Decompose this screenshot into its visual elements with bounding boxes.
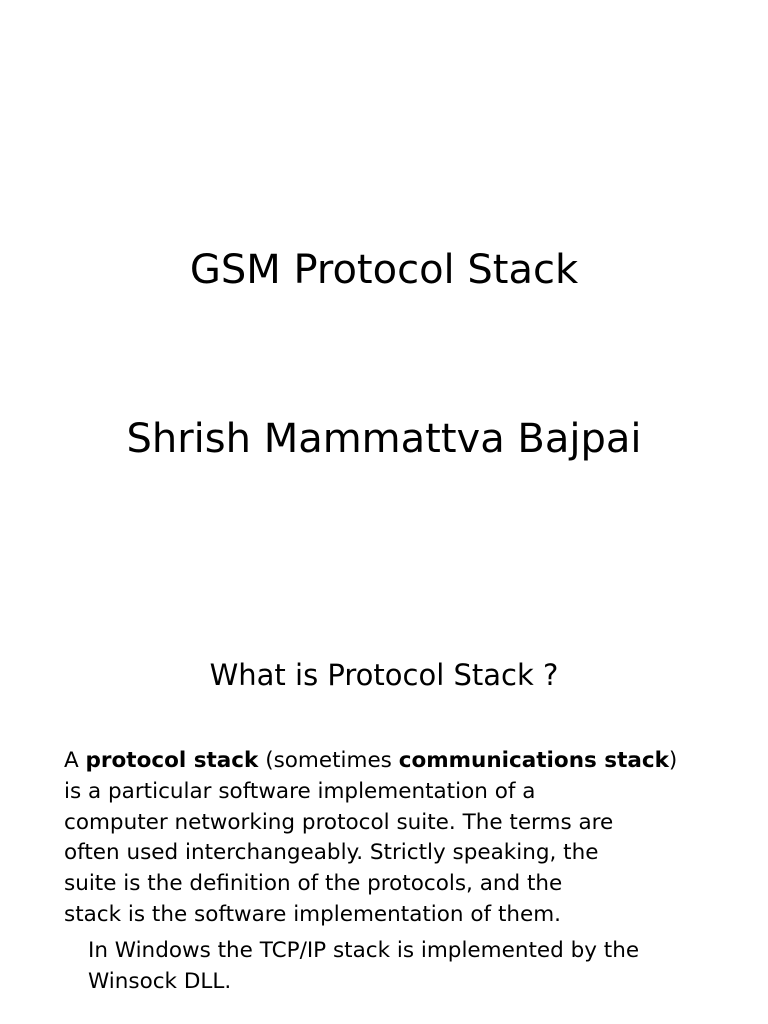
closing-paren: ) bbox=[668, 748, 678, 773]
section-heading: What is Protocol Stack ? bbox=[209, 658, 559, 692]
windows-paragraph bbox=[88, 936, 720, 998]
definition-line: suite is the definition of the protocols, and the bbox=[64, 871, 563, 897]
definition-line: stack is the software implementation of them. bbox=[64, 901, 562, 927]
slide-title: GSM Protocol Stack bbox=[189, 247, 579, 293]
author-name: Shrish Mammattva Bajpai bbox=[126, 416, 642, 462]
definition-line: computer networking protocol suite. The terms are bbox=[64, 809, 614, 835]
aside-text: (sometimes bbox=[258, 748, 399, 773]
term-communications-stack: communications stack bbox=[398, 748, 669, 773]
definition-line: often used interchangeably. Strictly speaking, the bbox=[64, 840, 599, 866]
term-protocol-stack: protocol stack bbox=[85, 748, 259, 773]
windows-line: Winsock DLL. bbox=[88, 968, 232, 994]
intro-text: A bbox=[64, 748, 86, 773]
definition-paragraph bbox=[64, 746, 744, 931]
windows-line: In Windows the TCP/IP stack is implemented by the bbox=[88, 938, 640, 963]
definition-line: is a particular software implementation of a bbox=[64, 778, 536, 804]
definition-first-line bbox=[64, 746, 744, 777]
